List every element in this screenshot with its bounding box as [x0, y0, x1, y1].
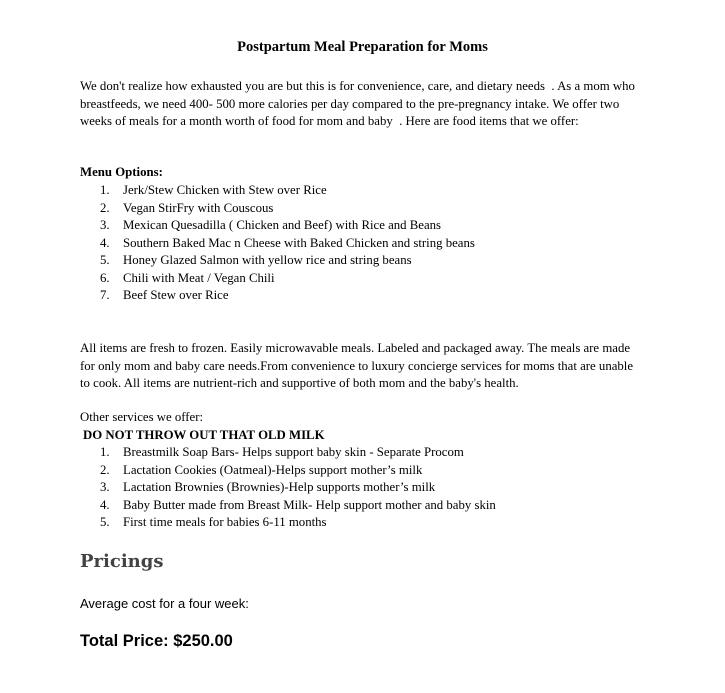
list-number: 2. — [100, 462, 110, 477]
list-item — [80, 200, 475, 218]
list-item — [80, 479, 496, 497]
list-item — [80, 217, 475, 235]
list-number: 4. — [100, 497, 110, 512]
menu-options-list — [80, 182, 475, 305]
list-number: 1. — [100, 445, 110, 459]
average-cost-text: Average cost for a four week: — [80, 596, 249, 611]
menu-item-text: Beef Stew over Rice — [123, 288, 229, 302]
menu-options-heading: Menu Options: — [80, 165, 163, 179]
other-services-label: Other services we offer: — [80, 410, 204, 424]
other-services-list — [80, 444, 496, 532]
intro-paragraph: We don't realize how exhausted you are but this is for convenience, care, and dietary needs . As a mom who breastfeeds, we need 400- 500 more calories per day compared to the pre-pregnancy intake. We offer two weeks of meals for a month worth of food for mom and baby . Here are food items that we offer: — [80, 79, 639, 128]
list-item — [80, 252, 475, 270]
menu-item-text: Chili with Meat / Vegan Chili — [123, 270, 275, 285]
list-number: 5. — [100, 253, 110, 267]
service-item-text: First time meals for babies 6-11 months — [123, 515, 327, 529]
list-number: 2. — [100, 200, 110, 215]
items-description-paragraph: All items are fresh to frozen. Easily microwavable meals. Labeled and packaged away. The meals are made for only mom and baby care needs.From convenience to luxury concierge services for moms that are unable to cook. All items are nutrient-rich and supportive of both mom and the baby's health. — [80, 341, 634, 390]
service-item-text: Baby Butter made from Breast Milk- Help support mother and baby skin — [123, 497, 496, 512]
menu-item-text: Mexican Quesadilla ( Chicken and Beef) with Rice and Beans — [123, 218, 442, 232]
menu-item-text: Southern Baked Mac n Cheese with Baked Chicken and string beans — [123, 235, 475, 250]
list-number: 6. — [100, 270, 110, 285]
list-item — [80, 287, 475, 305]
service-item-text: Lactation Brownies (Brownies)-Help supports mother’s milk — [123, 480, 436, 494]
list-number: 5. — [100, 515, 110, 529]
list-number: 3. — [100, 218, 110, 232]
menu-item-text: Jerk/Stew Chicken with Stew over Rice — [123, 183, 327, 197]
service-item-text: Lactation Cookies (Oatmeal)-Helps support mother’s milk — [123, 462, 423, 477]
list-number: 1. — [100, 183, 110, 197]
list-item — [80, 497, 496, 515]
list-item — [80, 235, 475, 253]
list-item — [80, 514, 496, 532]
list-number: 3. — [100, 480, 110, 494]
service-item-text: Breastmilk Soap Bars- Helps support baby skin - Separate Procom — [123, 445, 464, 459]
pricings-heading: Pricings — [80, 551, 164, 572]
list-item — [80, 182, 475, 200]
list-item — [80, 462, 496, 480]
list-number: 4. — [100, 235, 110, 250]
old-milk-heading: DO NOT THROW OUT THAT OLD MILK — [83, 428, 325, 442]
menu-item-text: Honey Glazed Salmon with yellow rice and string beans — [123, 253, 412, 267]
list-item — [80, 444, 496, 462]
list-item — [80, 270, 475, 288]
document-title: Postpartum Meal Preparation for Moms — [237, 39, 488, 55]
total-price: Total Price: $250.00 — [80, 632, 233, 650]
menu-item-text: Vegan StirFry with Couscous — [123, 200, 274, 215]
list-number: 7. — [100, 288, 110, 302]
